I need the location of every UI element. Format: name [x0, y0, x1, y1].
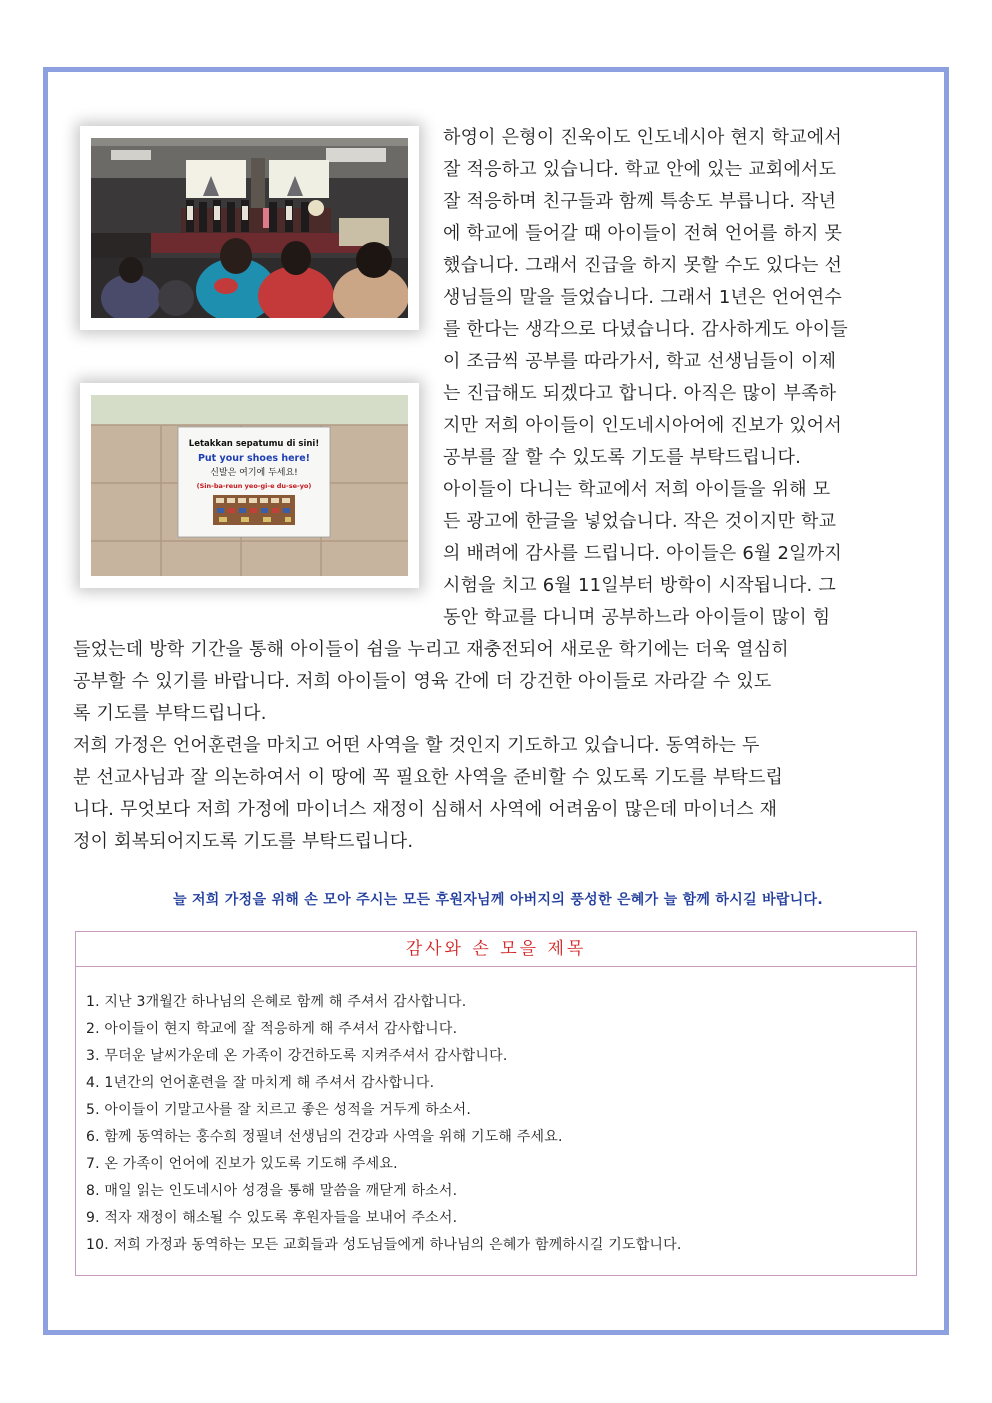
- prayer-item: 2. 아이들이 현지 학교에 잘 적응하게 해 주셔서 감사합니다.: [86, 1021, 458, 1037]
- text-line: 아이들이 다니는 학교에서 저희 아이들을 위해 모: [443, 479, 831, 500]
- paragraph-korean-signs: [443, 474, 920, 634]
- prayer-item: 9. 적자 재정이 해소될 수 있도록 후원자들을 보내어 주소서.: [86, 1210, 458, 1226]
- text-line: 를 한다는 생각으로 다녔습니다. 감사하게도 아이들: [443, 319, 848, 340]
- text-line: 이 조금씩 공부를 따라가서, 학교 선생님들이 이제: [443, 351, 837, 372]
- church-choir-image: [91, 138, 408, 318]
- text-line: 했습니다. 그래서 진급을 하지 못할 수도 있다는 선: [443, 255, 843, 276]
- prayer-item: 7. 온 가족이 언어에 진보가 있도록 기도해 주세요.: [86, 1156, 398, 1172]
- text-line: 니다. 무엇보다 저희 가정에 마이너스 재정이 심해서 사역에 어려움이 많은데 마이너스 재: [73, 799, 778, 820]
- prayer-item: 1. 지난 3개월간 하나님의 은혜로 함께 해 주셔서 감사합니다.: [86, 994, 467, 1010]
- text-line: 록 기도를 부탁드립니다.: [73, 703, 267, 724]
- sign-line-indonesian: Letakkan sepatumu di sini!: [188, 439, 320, 449]
- prayer-item: 10. 저희 가정과 동역하는 모든 교회들과 성도님들에게 하나님의 은혜가 함께하시길 기도합니다.: [86, 1237, 682, 1253]
- text-line: 생님들의 말을 들었습니다. 그래서 1년은 언어연수: [443, 287, 842, 308]
- text-line: 공부할 수 있기를 바랍니다. 저희 아이들이 영육 간에 더 강건한 아이들로 자라갈 수 있도: [73, 671, 772, 692]
- text-line: 에 학교에 들어갈 때 아이들이 전혀 언어를 하지 못: [443, 223, 843, 244]
- prayer-requests-box: [75, 931, 917, 1276]
- prayer-item: 6. 함께 동역하는 홍수희 정필녀 선생님의 건강과 사역을 위해 기도해 주세요.: [86, 1129, 563, 1145]
- sign-line-korean: 신발은 여기에 두세요!: [210, 468, 298, 478]
- prayer-item: 4. 1년간의 언어훈련을 잘 마치게 해 주셔서 감사합니다.: [86, 1075, 435, 1091]
- text-line: 분 선교사님과 잘 의논하여서 이 땅에 꼭 필요한 사역을 준비할 수 있도록 기도를 부탁드립: [73, 767, 784, 788]
- text-line: 저희 가정은 언어훈련을 마치고 어떤 사역을 할 것인지 기도하고 있습니다. 동역하는 두: [73, 735, 760, 756]
- text-line: 하영이 은형이 진욱이도 인도네시아 현지 학교에서: [443, 127, 842, 148]
- shoes-sign-image: [91, 395, 408, 576]
- text-line: 공부를 잘 할 수 있도록 기도를 부탁드립니다.: [443, 447, 802, 468]
- shoes-sign-photo: [80, 383, 419, 588]
- paragraph-ministry: [73, 730, 920, 858]
- text-line: 든 광고에 한글을 넣었습니다. 작은 것이지만 학교: [443, 511, 837, 532]
- text-line: 들었는데 방학 기간을 통해 아이들이 쉼을 누리고 재충전되어 새로운 학기에는 더욱 열심히: [73, 639, 789, 660]
- text-line: 정이 회복되어지도록 기도를 부탁드립니다.: [73, 831, 414, 852]
- sign-line-english: Put your shoes here!: [197, 453, 311, 464]
- paragraph-vacation: [73, 634, 920, 730]
- prayer-item: 5. 아이들이 기말고사를 잘 치르고 좋은 성적을 거두게 하소서.: [86, 1102, 471, 1118]
- prayer-requests-list: [76, 967, 916, 1259]
- text-line: 지만 저희 아이들이 인도네시아어에 진보가 있어서: [443, 415, 842, 436]
- text-line: 잘 적응하고 있습니다. 학교 안에 있는 교회에서도: [443, 159, 837, 180]
- prayer-requests-title: 감사와 손 모을 제목: [76, 932, 916, 967]
- text-line: 는 진급해도 되겠다고 합니다. 아직은 많이 부족하: [443, 383, 837, 404]
- text-line: 시험을 치고 6월 11일부터 방학이 시작됩니다. 그: [443, 575, 836, 596]
- prayer-item: 8. 매일 읽는 인도네시아 성경을 통해 말씀을 깨닫게 하소서.: [86, 1183, 458, 1199]
- blessing-message: 늘 저희 가정을 위해 손 모아 주시는 모든 후원자님께 아버지의 풍성한 은혜가 늘 함께 하시길 바랍니다.: [172, 892, 823, 908]
- text-line: 동안 학교를 다니며 공부하느라 아이들이 많이 힘: [443, 607, 831, 628]
- paragraph-school-adaptation: [443, 122, 920, 474]
- text-line: 의 배려에 감사를 드립니다. 아이들은 6월 2일까지: [443, 543, 842, 564]
- text-line: 잘 적응하며 친구들과 함께 특송도 부릅니다. 작년: [443, 191, 837, 212]
- sign-line-romanized: (Sin-ba-reun yeo-gi-e du-se-yo): [196, 482, 312, 490]
- prayer-item: 3. 무더운 날씨가운데 온 가족이 강건하도록 지켜주셔서 감사합니다.: [86, 1048, 508, 1064]
- church-choir-photo: [80, 126, 419, 330]
